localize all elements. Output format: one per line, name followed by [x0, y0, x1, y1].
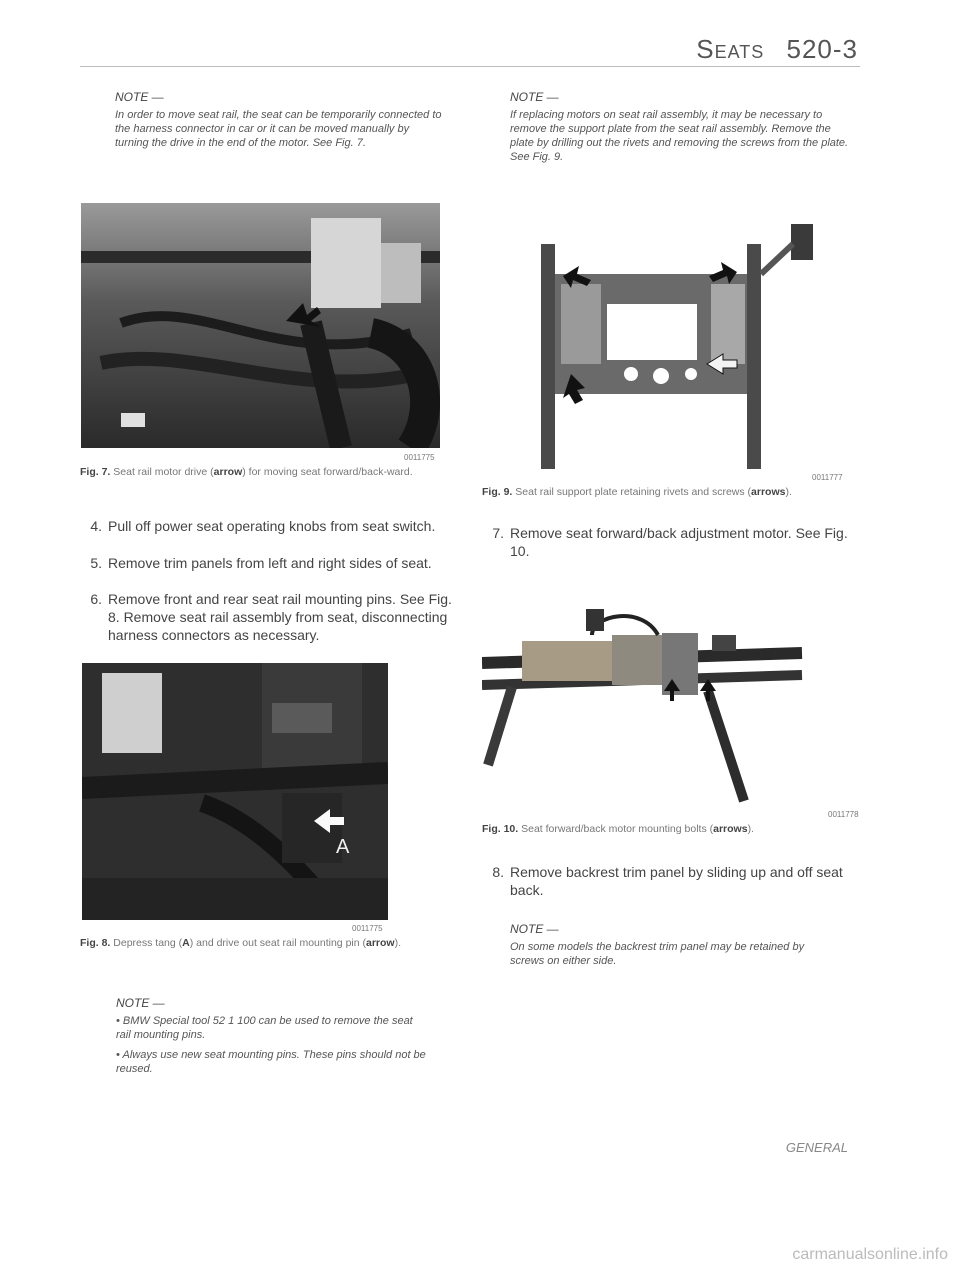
caption-text: Depress tang ( — [113, 937, 183, 949]
note-text: If replacing motors on seat rail assembly, it may be necessary to remove the support plate from the seat rail assembly. Remove the plate by drilling out the rivets and removing the screws from the plate. See Fig. 9. — [510, 109, 849, 163]
note-bullet: • BMW Special tool 52 1 100 can be used to remove the seat rail mounting pins. — [116, 1015, 413, 1041]
step-text: Remove front and rear seat rail mounting pins. See Fig. 8. Remove seat rail assembly from seat, disconnecting harness connectors as necessary. — [108, 591, 452, 643]
fig7-label: Fig. 7. — [80, 466, 111, 478]
caption-text: ) and drive out seat rail mounting pin ( — [189, 937, 366, 949]
page-header — [696, 34, 858, 65]
fig8-label: Fig. 8. — [80, 937, 111, 949]
fig7-id: 0011775 — [404, 453, 435, 462]
caption-text: ). — [747, 823, 754, 835]
step-7 — [484, 524, 864, 560]
fig9-photo — [511, 214, 831, 472]
note-heading: NOTE — — [115, 90, 164, 104]
fig9-id: 0011777 — [812, 473, 843, 482]
fig8-marker-a: A — [336, 836, 350, 858]
note-bullet: • Always use new seat mounting pins. These pins should not be reused. — [116, 1049, 426, 1075]
note-mounting-pins — [116, 996, 426, 1082]
page-number: 520-3 — [786, 34, 858, 64]
step-6 — [82, 590, 462, 644]
step-text: Pull off power seat operating knobs from seat switch. — [108, 518, 436, 534]
step-number: 4. — [90, 518, 102, 534]
caption-bold: arrows — [751, 486, 786, 498]
caption-bold: A — [182, 937, 190, 949]
fig7-photo — [81, 203, 440, 448]
note-text: On some models the backrest trim panel may be retained by screws on either side. — [510, 941, 805, 967]
watermark: carmanualsonline.info — [792, 1246, 948, 1263]
caption-text: Seat rail motor drive ( — [113, 466, 214, 478]
note-text: In order to move seat rail, the seat can be temporarily connected to the harness connector in car or it can be moved manually by turning the drive in the end of the motor. See Fig. 7. — [115, 109, 442, 149]
fig8-caption — [80, 936, 460, 950]
footer-section: GENERAL — [785, 1140, 848, 1155]
note-heading: NOTE — — [510, 90, 559, 104]
fig10-id: 0011778 — [828, 810, 859, 819]
note-replacing-motors — [510, 90, 852, 170]
fig7-caption — [80, 465, 452, 479]
caption-text: ) for moving seat forward/back-ward. — [242, 466, 413, 478]
fig10-label: Fig. 10. — [482, 823, 519, 835]
caption-bold: arrow — [366, 937, 395, 949]
step-number: 7. — [492, 525, 504, 541]
step-8 — [484, 863, 864, 899]
step-5 — [82, 554, 462, 572]
note-heading: NOTE — — [510, 922, 559, 936]
caption-text: Seat rail support plate retaining rivets and screws ( — [515, 486, 752, 498]
fig8-photo — [82, 663, 388, 920]
caption-bold: arrows — [713, 823, 748, 835]
fig8-id: 0011775 — [352, 924, 383, 933]
step-number: 5. — [90, 555, 102, 571]
fig10-caption — [482, 822, 862, 836]
note-seat-rail-move — [115, 90, 445, 156]
step-number: 6. — [90, 591, 102, 607]
fig9-label: Fig. 9. — [482, 486, 513, 498]
caption-text: Seat forward/back motor mounting bolts ( — [521, 823, 714, 835]
note-backrest-screws — [510, 922, 840, 974]
caption-text: ). — [394, 937, 402, 949]
step-text: Remove trim panels from left and right sides of seat. — [108, 555, 432, 571]
section-title: Seats — [696, 34, 765, 64]
caption-bold: arrow — [213, 466, 243, 478]
fig10-photo — [482, 605, 817, 805]
header-rule — [80, 66, 860, 67]
step-number: 8. — [492, 864, 504, 880]
caption-text: ). — [785, 486, 792, 498]
step-text: Remove backrest trim panel by sliding up and off seat back. — [510, 864, 843, 898]
step-text: Remove seat forward/back adjustment motor. See Fig. 10. — [510, 525, 848, 559]
note-heading: NOTE — — [116, 996, 165, 1010]
step-4 — [82, 517, 462, 535]
fig9-caption — [482, 485, 862, 499]
